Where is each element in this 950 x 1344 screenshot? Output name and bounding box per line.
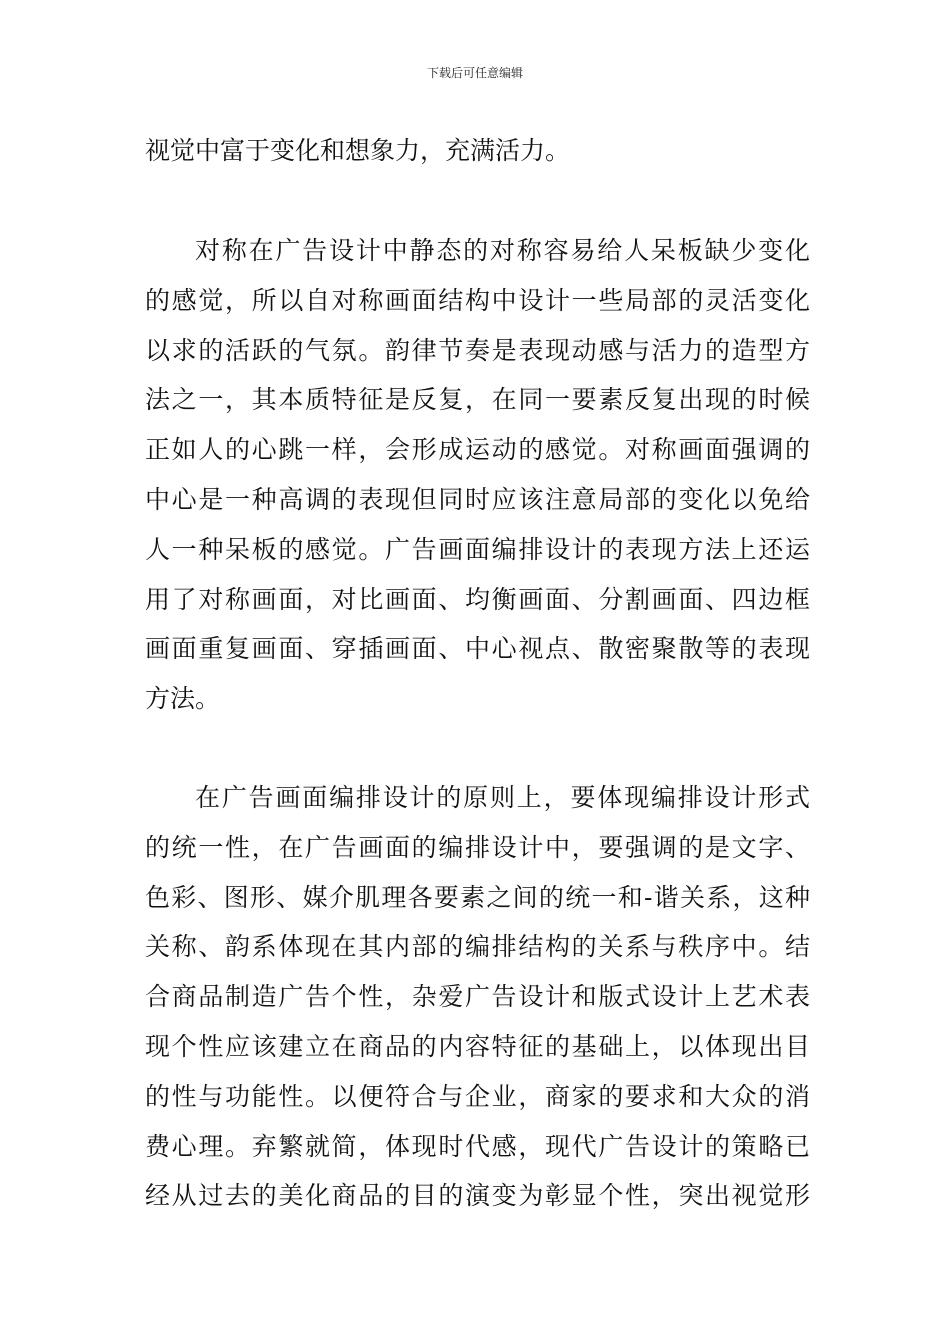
paragraph-line: 的统一性，在广告画面的编排设计中，要强调的是文字、 bbox=[145, 832, 810, 862]
paragraph-line: 在广告画面编排设计的原则上，要体现编排设计形式 bbox=[195, 783, 810, 812]
paragraph-line: 费心理。弃繁就简，体现时代感，现代广告设计的策略已 bbox=[145, 1131, 810, 1161]
paragraph-line: 画面重复画面、穿插画面、中心视点、散密聚散等的表现 bbox=[145, 634, 810, 664]
paragraph-line: 以求的活跃的气氛。韵律节奏是表现动感与活力的造型方 bbox=[145, 335, 810, 365]
paragraph-line: 用了对称画面，对比画面、均衡画面、分割画面、四边框 bbox=[145, 584, 810, 614]
paragraph-line: 中心是一种高调的表现但同时应该注意局部的变化以免给 bbox=[145, 484, 810, 514]
paragraph-1 bbox=[145, 126, 810, 176]
paragraph-line: 的感觉，所以自对称画面结构中设计一些局部的灵活变化 bbox=[145, 285, 810, 315]
paragraph-line: 关称、韵系体现在其内部的编排结构的关系与秩序中。结 bbox=[145, 932, 810, 962]
paragraph-line: 合商品制造广告个性，杂爱广告设计和版式设计上艺术表 bbox=[145, 982, 810, 1012]
paragraph-line: 对称在广告设计中静态的对称容易给人呆板缺少变化 bbox=[195, 236, 810, 265]
paragraph-line: 人一种呆板的感觉。广告画面编排设计的表现方法上还运 bbox=[145, 534, 810, 564]
paragraph-2 bbox=[145, 226, 810, 724]
paragraph-line: 视觉中富于变化和想象力，充满活力。 bbox=[145, 136, 571, 165]
paragraph-line: 法之一，其本质特征是反复，在同一要素反复出现的时候 bbox=[145, 385, 810, 415]
paragraph-line: 方法。 bbox=[145, 684, 221, 714]
paragraph-line: 经从过去的美化商品的目的演变为彰显个性，突出视觉形 bbox=[145, 1181, 810, 1211]
paragraph-line: 色彩、图形、媒介肌理各要素之间的统一和-谐关系，这种 bbox=[145, 882, 810, 912]
paragraph-line: 的性与功能性。以便符合与企业，商家的要求和大众的消 bbox=[145, 1081, 810, 1111]
paragraph-line: 现个性应该建立在商品的内容特征的基础上，以体现出目 bbox=[145, 1031, 810, 1061]
paragraph-3 bbox=[145, 773, 810, 1221]
paragraph-line: 正如人的心跳一样，会形成运动的感觉。对称画面强调的 bbox=[145, 435, 810, 465]
header-note: 下载后可任意编辑 bbox=[426, 66, 523, 80]
